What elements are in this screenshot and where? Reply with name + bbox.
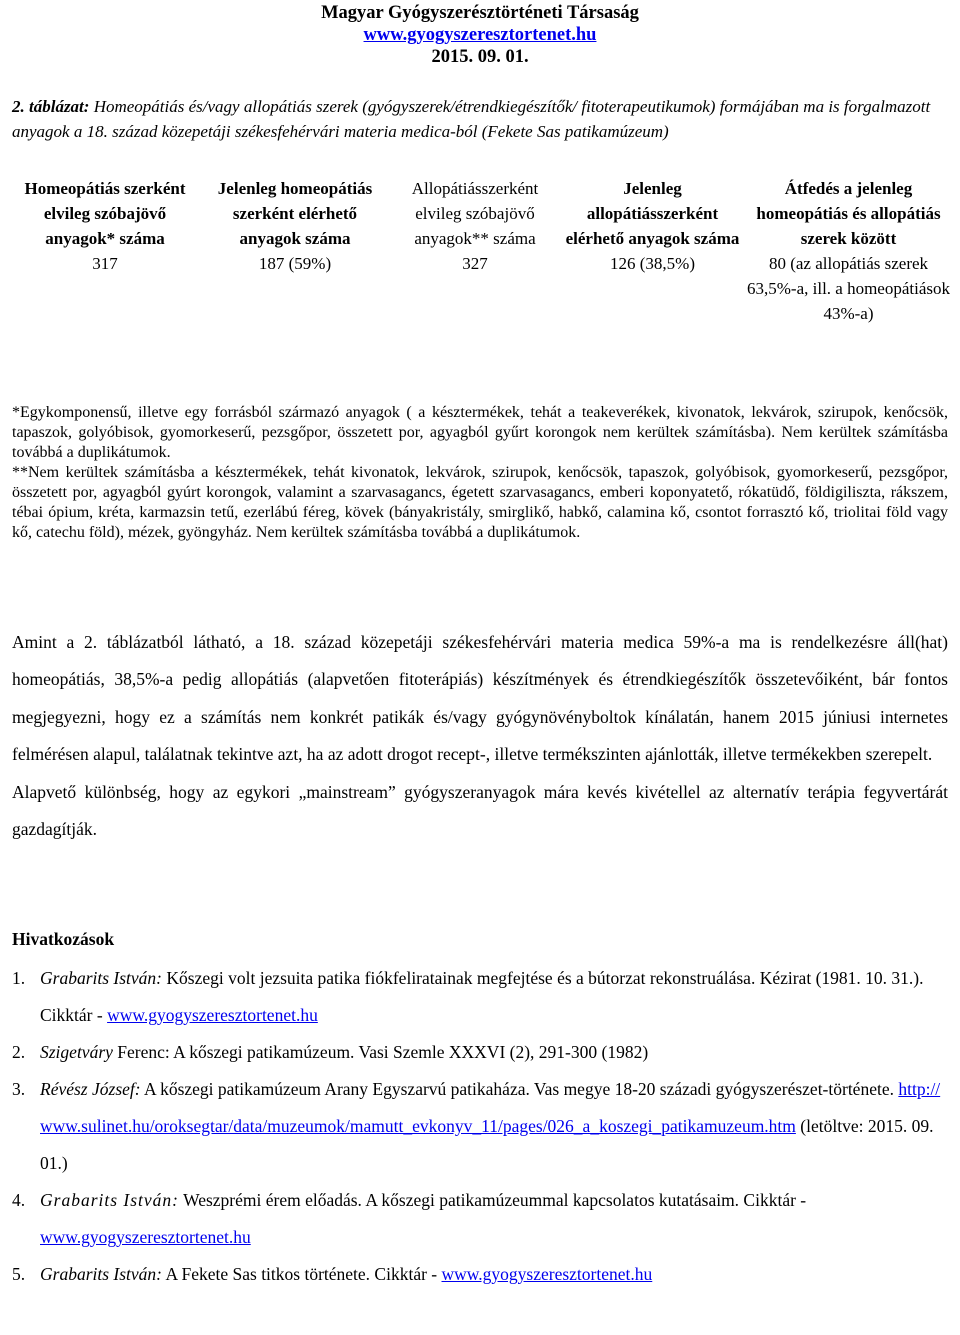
table-header-cell: Allopátiásszerként elvileg szóbajövő anyagok** száma <box>411 179 539 248</box>
reference-author: Szigetváry <box>40 1042 113 1062</box>
table-cell: 187 (59%) <box>258 254 332 273</box>
references-heading: Hivatkozások <box>12 929 115 949</box>
website-link[interactable]: www.gyogyszeresztortenet.hu <box>363 25 597 45</box>
reference-text: Kőszegi volt jezsuita patika fiókfeliratainak megfejtése és a bútorzat rekonstruálása. Kézirat (1981. 10. 31.). Cikktár - <box>40 968 924 1025</box>
table-footnotes <box>12 403 948 543</box>
reference-author: Révész József: <box>40 1079 141 1099</box>
reference-number: 2. <box>12 1042 26 1062</box>
table-cell: 317 <box>92 254 118 273</box>
reference-link[interactable]: www.gyogyszeresztortenet.hu <box>441 1264 653 1284</box>
reference-link[interactable]: www.gyogyszeresztortenet.hu <box>40 1227 251 1247</box>
footnote-double-star: **Nem kerültek számításba a késztermékek, tehát kivonatok, lekvárok, szirupok, kenőcsök, tapaszok, golyóbisok, gyomorkeserű, pezsgőpor, összetett por, agyagból gyúrt korongok, valamint a szarvasagancs, égetett szarvasagancs, emberi koponyatető, rókatüdő, földigiliszta, rákszem, tébai ópium, kréta, karmazsin tetű, ezerlábú féreg, kövek (bányakristály, smirglikő, habkő, calamina kő, csontot forrasztó kő, triolitai föld vagy kő, catechu föld), mézek, gyöngyház. Nem kerültek számításba továbbá a duplikátumok. <box>12 464 948 541</box>
body-paragraph: Alapvető különbség, hogy az egykori „mainstream” gyógyszeranyagok mára kevés kivétellel az alternatív terápia fegyvertárát gazdagítják. <box>12 781 948 840</box>
society-name: Magyar Gyógyszerésztörténeti Társaság <box>321 3 639 23</box>
table-row <box>10 251 952 326</box>
reference-link[interactable]: http://www.sulinet.hu/oroksegtar/data/muzeumok/mamutt_evkonyv_11/pages/026_a_koszegi_patikamuzeum.htm <box>40 1079 941 1136</box>
reference-number: 1. <box>12 968 26 988</box>
reference-link[interactable]: www.gyogyszeresztortenet.hu <box>107 1005 318 1025</box>
caption-number: 2. táblázat: <box>12 97 90 116</box>
table-header-row <box>10 176 952 251</box>
references-list <box>12 960 948 1293</box>
reference-author: Grabarits István: <box>40 1264 163 1284</box>
caption-text: Homeopátiás és/vagy allopátiás szerek (gyógyszerek/étrendkiegészítők/ fitoterapeutikumok) formájában ma is forgalmazott anyagok a 18. század közepetáji székesfehérvári materia medica-ból (Fekete Sas patikamúzeum) <box>12 97 931 141</box>
reference-author: Grabarits István: <box>40 968 163 988</box>
reference-text: A Fekete Sas titkos története. Cikktár - <box>165 1264 442 1284</box>
reference-number: 3. <box>12 1079 26 1099</box>
reference-tail: (letöltve: 2015. 09. 01.) <box>40 1116 934 1173</box>
reference-item <box>12 1256 948 1293</box>
table-header-cell: Homeopátiás szerként elvileg szóbajövő anyagok* száma <box>24 179 186 248</box>
document-header <box>0 0 960 68</box>
reference-item <box>12 1034 948 1071</box>
reference-text: A kőszegi patikamúzeum Arany Egyszarvú patikaháza. Vas megye 18-20 századi gyógyszerészet-története. <box>144 1079 899 1099</box>
document-date: 2015. 09. 01. <box>431 47 529 67</box>
table-header-cell: Átfedés a jelenleg homeopátiás és allopátiás szerek között <box>756 179 941 248</box>
table-cell: 327 <box>462 254 488 273</box>
body-text <box>12 624 948 848</box>
table-header-cell: Jelenleg homeopátiás szerként elérhető anyagok száma <box>217 179 373 248</box>
table-header-cell: Jelenleg allopátiásszerként elérhető anyagok száma <box>565 179 740 248</box>
data-table <box>10 176 952 326</box>
reference-item <box>12 1182 948 1256</box>
body-paragraph: Amint a 2. táblázatból látható, a 18. század közepetáji székesfehérvári materia medica 59%-a ma is rendelkezésre áll(hat) homeopátiás, 38,5%-a pedig allopátiás (alapvetően fitoterápiás) készítmények és étrendkiegészítők összetevőiként, bár fontos megjegyezni, hogy ez a számítás nem konkrét patikák és/vagy gyógynövényboltok kínálatán, hanem 2015 júniusi internetes felmérésen alapul, találatnak tekintve azt, ha az adott drogot recept-, illetve termékszinten ajánlották, illetve termékekben szerepelt. <box>12 632 948 765</box>
reference-number: 5. <box>12 1264 26 1284</box>
reference-number: 4. <box>12 1190 26 1210</box>
reference-text: Weszprémi érem előadás. A kőszegi patikamúzeummal kapcsolatos kutatásaim. Cikktár - <box>183 1190 807 1210</box>
footnote-single-star: *Egykomponensű, illetve egy forrásból származó anyagok ( a késztermékek, tehát a teakeverékek, kivonatok, lekvárok, szirupok, kenőcsök, tapaszok, golyóbisok, gyomorkeserű, pezsgőpor, összetett por, agyagból gyűrt korongok nem kerültek számításba). Nem kerültek számításba továbbá a duplikátumok. <box>12 404 948 461</box>
reference-author: Grabarits István: <box>40 1190 180 1210</box>
reference-item <box>12 960 948 1034</box>
table-cell: 126 (38,5%) <box>610 254 695 273</box>
reference-text: Ferenc: A kőszegi patikamúzeum. Vasi Szemle XXXVI (2), 291-300 (1982) <box>117 1042 649 1062</box>
table-caption <box>12 95 950 144</box>
reference-item <box>12 1071 948 1182</box>
table-cell: 80 (az allopátiás szerek 63,5%-a, ill. a homeopátiások 43%-a) <box>747 254 951 323</box>
